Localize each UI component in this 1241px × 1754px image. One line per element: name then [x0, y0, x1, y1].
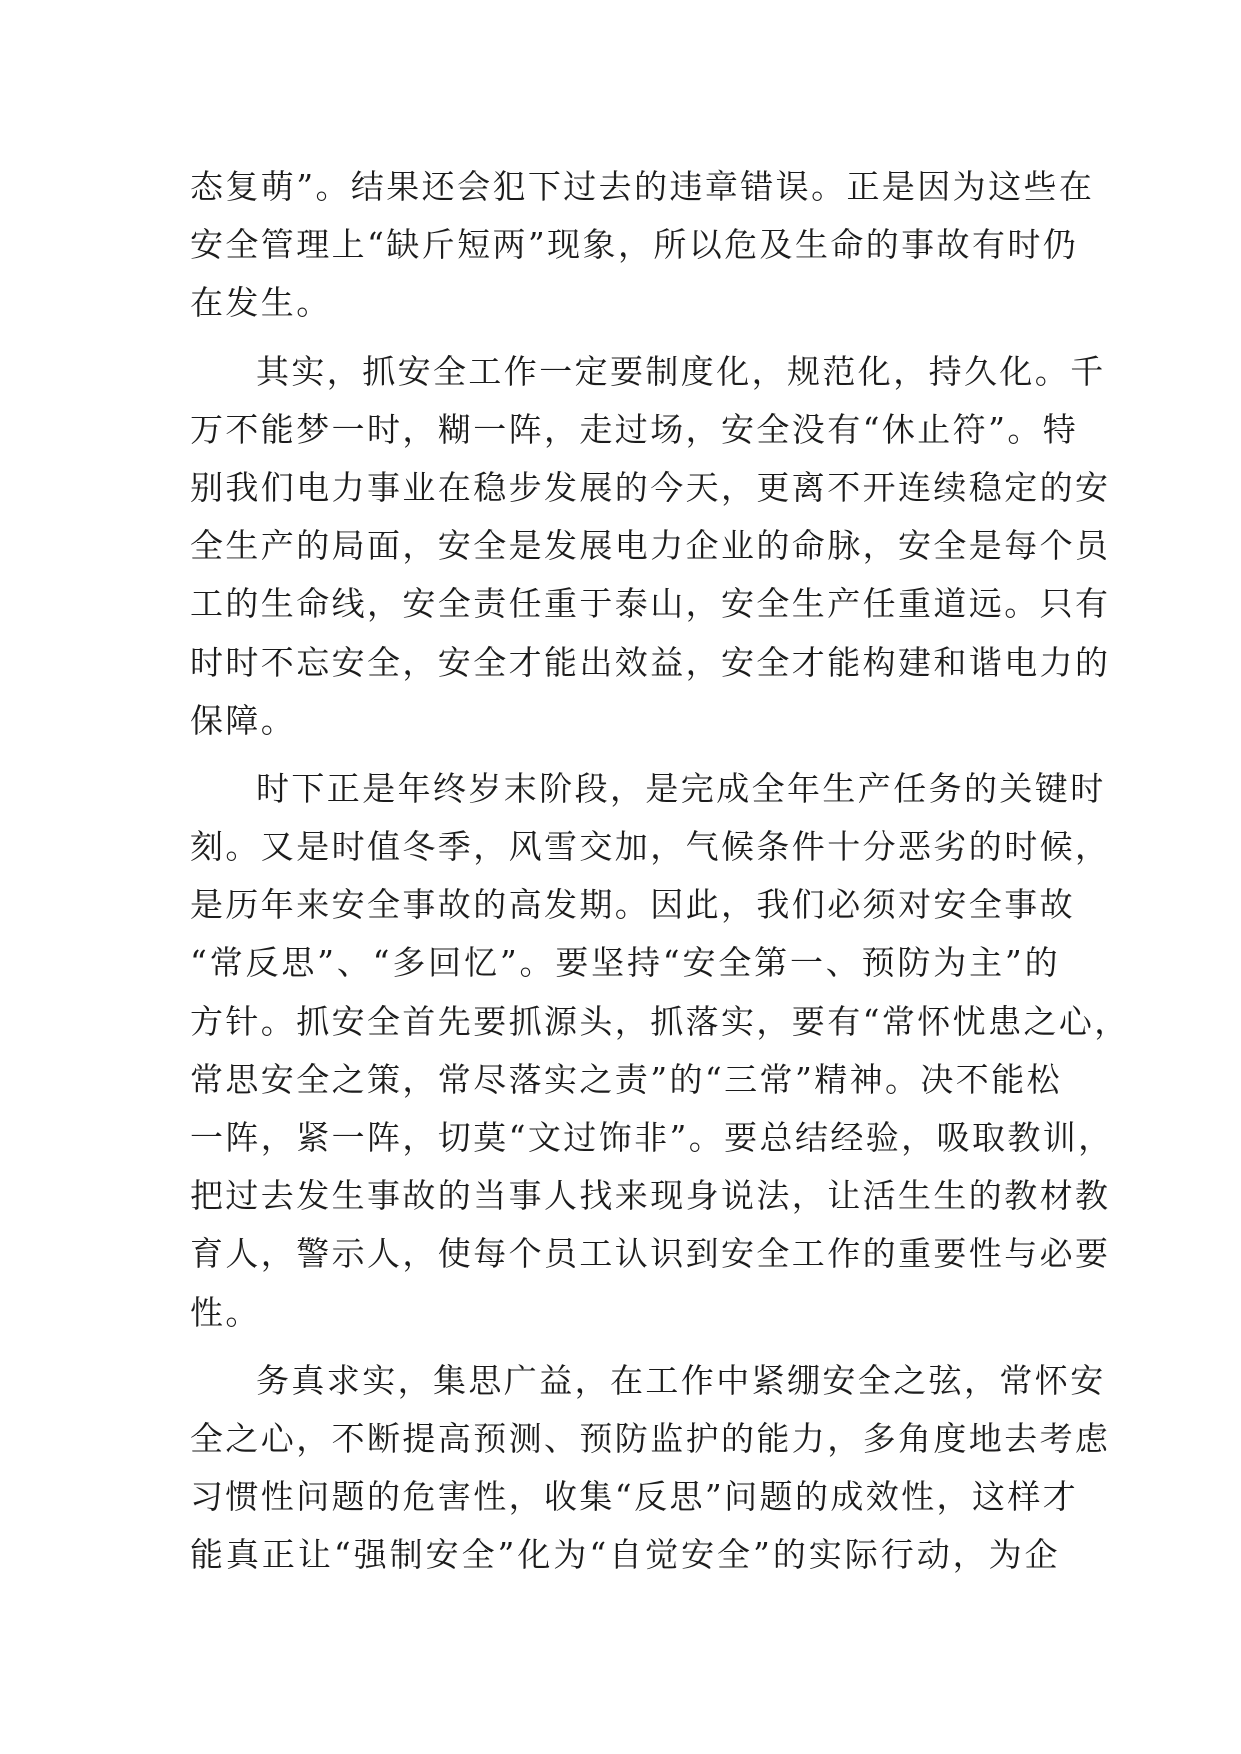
paragraph-1-line-1: 态复萌”。结果还会犯下过去的违章错误。正是因为这些在: [190, 167, 1095, 206]
body-text: [190, 158, 1130, 1585]
paragraph-2-line-1: 其实，抓安全工作一定要制度化，规范化，持久化。千: [256, 351, 1106, 391]
paragraph-3-line-2: 刻。又是时值冬季，风雪交加，气候条件十分恶劣的时候，: [190, 827, 1111, 867]
paragraph-3-line-9: 育人，警示人，使每个员工认识到安全工作的重要性与必要: [190, 1234, 1111, 1274]
paragraph-3-line-1: 时下正是年终岁末阶段，是完成全年生产任务的关键时: [256, 768, 1106, 808]
paragraph-4-line-2: 全之心，不断提高预测、预防监护的能力，多角度地去考虑: [190, 1418, 1111, 1458]
paragraph-3-line-7: 一阵，紧一阵，切莫“文过饰非”。要总结经验，吸取教训，: [190, 1118, 1114, 1157]
paragraph-3-line-6: 常思安全之策，常尽落实之责”的“三常”精神。决不能松: [190, 1059, 1063, 1099]
paragraph-1-line-2: 安全管理上“缺斤短两”现象，所以危及生命的事故有时仍: [190, 225, 1079, 265]
paragraph-3-line-8: 把过去发生事故的当事人找来现身说法，让活生生的教材教: [190, 1176, 1111, 1216]
paragraph-2-line-7: 保障。: [190, 700, 297, 740]
paragraph-2-line-5: 工的生命线，安全责任重于泰山，安全生产任重道远。只有: [190, 584, 1111, 624]
paragraph-4-line-3: 习惯性问题的危害性，收集“反思”问题的成效性，这样才: [190, 1477, 1079, 1517]
paragraph-3-line-3: 是历年来安全事故的高发期。因此，我们必须对安全事故: [190, 885, 1075, 925]
paragraph-2-line-3: 别我们电力事业在稳步发展的今天，更离不开连续稳定的安: [190, 467, 1111, 507]
paragraph-2-line-2: 万不能梦一时，糊一阵，走过场，安全没有“休止符”。特: [190, 409, 1079, 449]
paragraph-4-line-4: 能真正让“强制安全”化为“自觉安全”的实际行动，为企: [190, 1535, 1060, 1575]
paragraph-3-line-5: 方针。抓安全首先要抓源头，抓落实，要有“常怀忧患之心，: [190, 1001, 1130, 1041]
paragraph-2-line-6: 时时不忘安全，安全才能出效益，安全才能构建和谐电力的: [190, 642, 1111, 682]
paragraph-2-line-4: 全生产的局面，安全是发展电力企业的命脉，安全是每个员: [190, 526, 1111, 566]
paragraph-1-line-3: 在发生。: [190, 283, 332, 323]
paragraph-3-line-10: 性。: [190, 1292, 261, 1332]
paragraph-4-line-1: 务真求实，集思广益，在工作中紧绷安全之弦，常怀安: [256, 1360, 1106, 1400]
paragraph-3-line-4: “常反思”、“多回忆”。要坚持“安全第一、预防为主”的: [190, 943, 1060, 983]
